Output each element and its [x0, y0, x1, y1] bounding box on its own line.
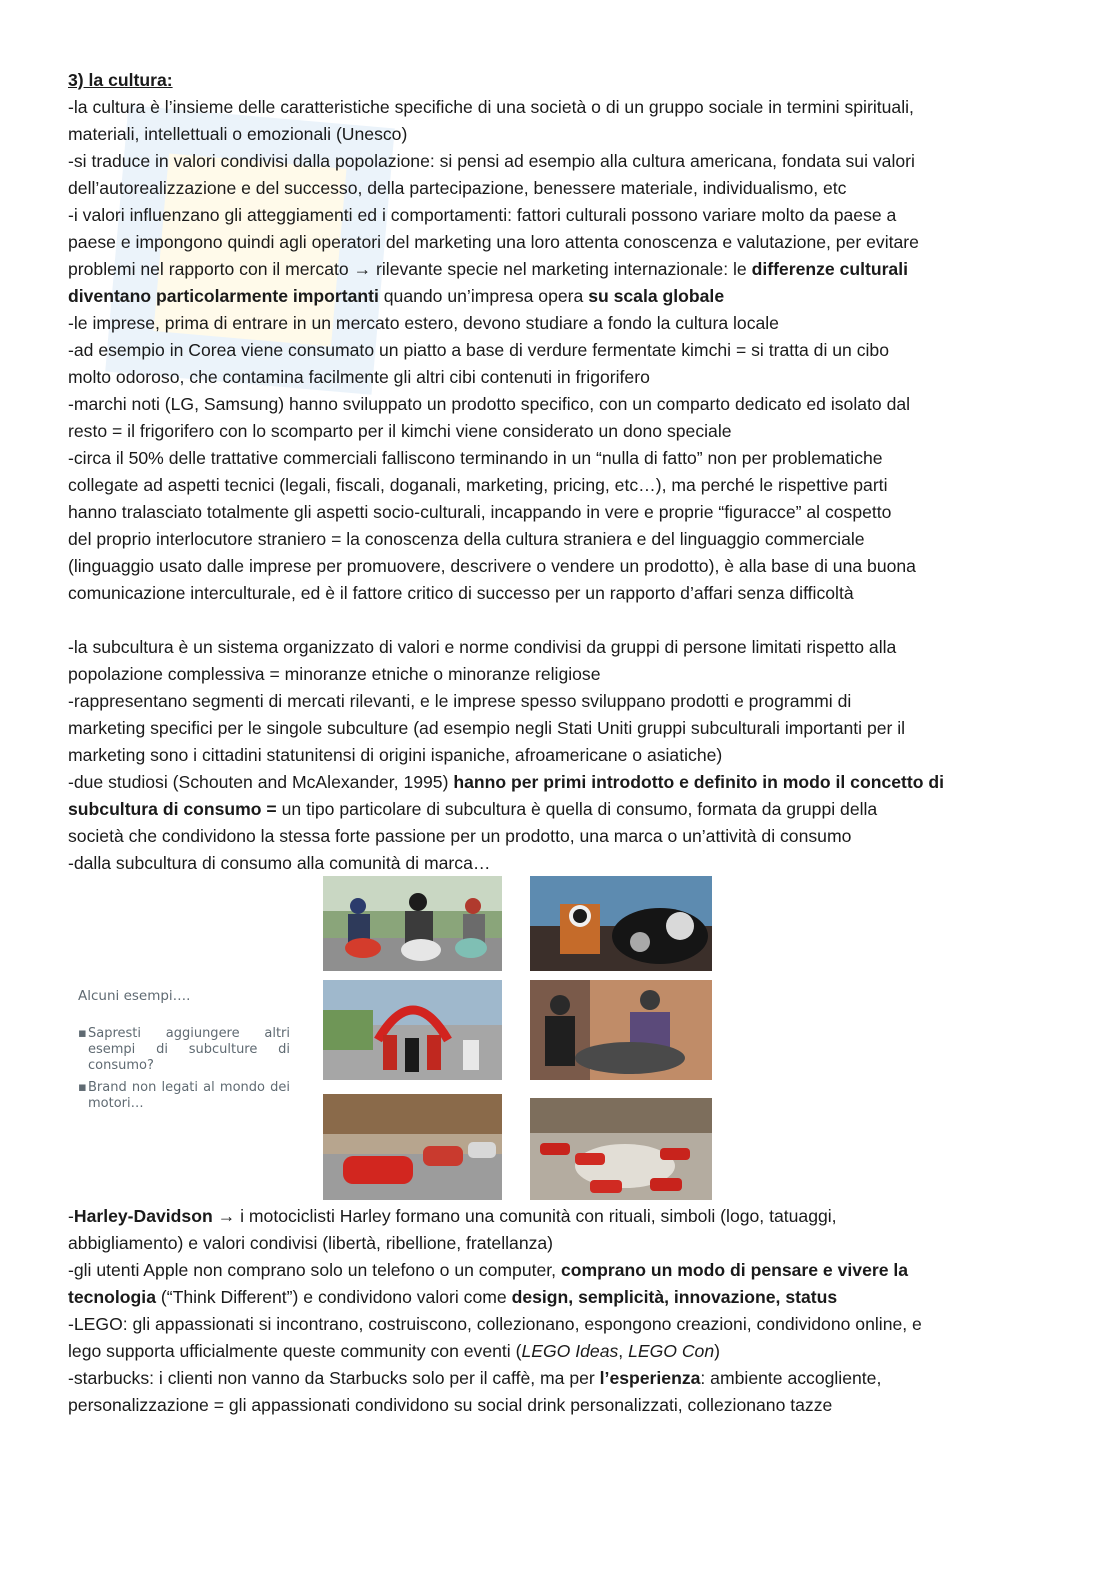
photo-alfa-romeo-rally: [323, 1094, 502, 1200]
section-heading: 3) la cultura:: [68, 70, 173, 90]
text-line: collegate ad aspetti tecnici (legali, fiscali, doganali, marketing, pricing, etc…), ma perché le rispettive parti: [68, 475, 888, 495]
text-line: resto = il frigorifero con lo scomparto per il kimchi viene considerato un dono speciale: [68, 421, 732, 441]
text-line: dell’autorealizzazione e del successo, della partecipazione, benessere materiale, individualismo, etc: [68, 178, 847, 198]
text-line: subcultura di consumo = un tipo particolare di subcultura è quella di consumo, formata da gruppi della: [68, 799, 878, 819]
text-line: marketing sono i cittadini statunitensi di origini ispaniche, afroamericane o asiatiche): [68, 745, 723, 765]
text-line: società che condividono la stessa forte passione per un prodotto, una marca o un’attività di consumo: [68, 826, 852, 846]
text-line: -Harley-Davidson → i motociclisti Harley formano una comunità con rituali, simboli (logo, tatuaggi,: [68, 1206, 837, 1226]
text-line: molto odoroso, che contamina facilmente gli altri cibi contenuti in frigorifero: [68, 367, 650, 387]
text-line: problemi nel rapporto con il mercato → rilevante specie nel marketing internazionale: le differenze culturali: [68, 259, 908, 279]
text-line: (linguaggio usato dalle imprese per promuovere, descrivere o vendere un prodotto), è alla base di una buona: [68, 556, 916, 576]
text-line: popolazione complessiva = minoranze etniche o minoranze religiose: [68, 664, 601, 684]
photo-gentleman-riders: [530, 980, 712, 1080]
text-line: -due studiosi (Schouten and McAlexander, 1995) hanno per primi introdotto e definito in modo il concetto di: [68, 772, 944, 792]
examples-bullet: ▪ Brand non legati al mondo dei motori…: [78, 1080, 290, 1112]
text-line: lego supporta ufficialmente queste community con eventi (LEGO Ideas, LEGO Con): [68, 1341, 720, 1361]
brand-community-section: [68, 1203, 1048, 1419]
text-line: personalizzazione = gli appassionati condividono su social drink personalizzati, collezionano tazze: [68, 1395, 833, 1415]
text-line: -dalla subcultura di consumo alla comunità di marca…: [68, 853, 491, 873]
text-line: abbigliamento) e valori condivisi (libertà, ribellione, fratellanza): [68, 1233, 554, 1253]
text-line: -LEGO: gli appassionati si incontrano, costruiscono, collezionano, espongono creazioni, condividono online, e: [68, 1314, 922, 1334]
text-line: -i valori influenzano gli atteggiamenti ed i comportamenti: fattori culturali possono variare molto da paese a: [68, 205, 897, 225]
examples-bullet: ▪ Sapresti aggiungere altri esempi di subculture di consumo?: [78, 1026, 290, 1074]
text-line: tecnologia (“Think Different”) e condividono valori come design, semplicità, innovazione, status: [68, 1287, 838, 1307]
text-line: -ad esempio in Corea viene consumato un piatto a base di verdure fermentate kimchi = si tratta di un cibo: [68, 340, 889, 360]
culture-section: [68, 67, 1048, 607]
text-line: marketing specifici per le singole subculture (ad esempio negli Stati Uniti gruppi subculturali importanti per il: [68, 718, 906, 738]
text-line: -la subcultura è un sistema organizzato di valori e norme condivisi da gruppi di persone limitati rispetto alla: [68, 637, 897, 657]
examples-title: Alcuni esempi….: [78, 988, 191, 1004]
examples-box: [78, 988, 290, 1118]
text-line: -circa il 50% delle trattative commerciali falliscono terminando in un “nulla di fatto” non per problematiche: [68, 448, 883, 468]
arrow-icon: →: [212, 1206, 241, 1226]
subculture-section: [68, 634, 1048, 877]
text-line: -marchi noti (LG, Samsung) hanno sviluppato un prodotto specifico, con un comparto dedicato ed isolato dal: [68, 394, 911, 414]
text-line: -rappresentano segmenti di mercati rilevanti, e le imprese spesso sviluppano prodotti e programmi di: [68, 691, 852, 711]
arrow-icon: →: [353, 259, 372, 279]
text-line: comunicazione interculturale, ed è il fattore critico di successo per un rapporto d’affari senza difficoltà: [68, 583, 854, 603]
text-line: -la cultura è l’insieme delle caratteristiche specifiche di una società o di un gruppo sociale in termini spirituali,: [68, 97, 914, 117]
text-line: materiali, intellettuali o emozionali (Unesco): [68, 124, 408, 144]
text-line: -si traduce in valori condivisi dalla popolazione: si pensi ad esempio alla cultura americana, fondata sui valori: [68, 151, 915, 171]
text-line: -starbucks: i clienti non vanno da Starbucks solo per il caffè, ma per l’esperienza: ambiente accogliente,: [68, 1368, 882, 1388]
text-line: paese e impongono quindi agli operatori del marketing una loro attenta conoscenza e valutazione, per evitare: [68, 232, 919, 252]
photo-ferrari-gathering: [530, 1098, 712, 1200]
text-line: del proprio interlocutore straniero = la conoscenza della cultura straniera e del linguaggio commerciale: [68, 529, 865, 549]
text-line: hanno tralasciato totalmente gli aspetti socio-culturali, incappando in vere e proprie “figuracce” al cospetto: [68, 502, 892, 522]
text-line: -gli utenti Apple non comprano solo un telefono o un computer, comprano un modo di pensare e vivere la: [68, 1260, 909, 1280]
photo-harley-sign: [530, 876, 712, 971]
photo-ducati-event: [323, 980, 502, 1080]
text-line: -le imprese, prima di entrare in un mercato estero, devono studiare a fondo la cultura locale: [68, 313, 779, 333]
text-line: diventano particolarmente importanti quando un’impresa opera su scala globale: [68, 286, 725, 306]
photo-vespa-rally: [323, 876, 502, 971]
